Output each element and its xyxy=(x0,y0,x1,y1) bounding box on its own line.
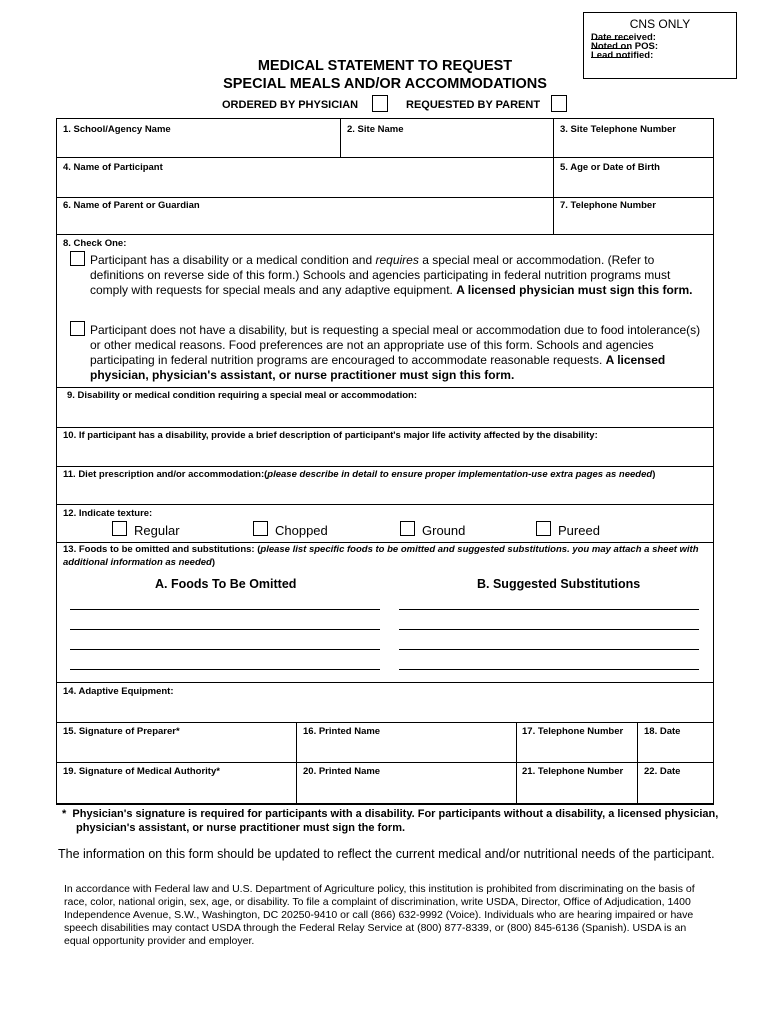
disability-option-text xyxy=(90,253,702,298)
column-divider xyxy=(553,119,554,234)
substitution-line[interactable] xyxy=(399,609,699,610)
preparer-telephone-label: 17. Telephone Number xyxy=(522,726,624,737)
foods-omitted-instructions: please list specific foods to be omitted and suggested substitutions. you may attach a sheet with additional information as needed xyxy=(63,544,699,568)
row-divider xyxy=(57,762,713,763)
footnote-text: Physician's signature is required for participants with a disability. For participants without a disability, a licensed physician, physician's assistant, or nurse practitioner must sign the form. xyxy=(72,808,719,834)
diet-prescription-instructions: please describe in detail to ensure proper implementation-use extra pages as needed xyxy=(267,469,653,480)
column-divider xyxy=(637,722,638,805)
major-life-activity-label: 10. If participant has a disability, provide a brief description of participant's major life activity affected by the disability: xyxy=(63,430,598,441)
row-divider xyxy=(57,466,713,467)
disability-option-requires: requires xyxy=(375,253,419,267)
row-divider xyxy=(57,387,713,388)
column-divider xyxy=(340,119,341,157)
participant-name-label: 4. Name of Participant xyxy=(63,162,163,173)
check-one-label: 8. Check One: xyxy=(63,238,127,249)
medical-authority-telephone-label: 21. Telephone Number xyxy=(522,766,624,777)
requested-by-parent-checkbox[interactable] xyxy=(551,95,567,112)
row-divider xyxy=(57,197,713,198)
cns-lead-notified-label: Lead notified: xyxy=(591,50,654,61)
parent-guardian-label: 6. Name of Parent or Guardian xyxy=(63,200,200,211)
form-title-line1: MEDICAL STATEMENT TO REQUEST xyxy=(257,58,513,74)
texture-regular-label: Regular xyxy=(134,523,180,538)
row-divider xyxy=(57,722,713,723)
cns-date-received-label: Date received: xyxy=(591,32,656,43)
texture-pureed-checkbox[interactable] xyxy=(536,521,551,536)
disability-option-text-a: Participant has a disability or a medical condition and xyxy=(90,253,376,267)
disability-option-checkbox[interactable] xyxy=(70,251,85,266)
form-grid xyxy=(56,118,714,804)
column-divider xyxy=(516,722,517,805)
row-divider xyxy=(57,157,713,158)
footnote-asterisk: * xyxy=(62,808,67,820)
omitted-food-line[interactable] xyxy=(70,629,380,630)
foods-omitted-label xyxy=(63,543,708,569)
row-divider xyxy=(57,682,713,683)
adaptive-equipment-label: 14. Adaptive Equipment: xyxy=(63,686,174,697)
suggested-substitutions-heading: B. Suggested Substitutions xyxy=(477,577,641,591)
non-disability-option-checkbox[interactable] xyxy=(70,321,85,336)
age-dob-label: 5. Age or Date of Birth xyxy=(560,162,660,173)
cns-only-box xyxy=(583,12,737,79)
texture-pureed-label: Pureed xyxy=(558,523,600,538)
substitution-line[interactable] xyxy=(399,629,699,630)
omitted-food-line[interactable] xyxy=(70,669,380,670)
non-disability-option-text-a: Participant does not have a disability, but is requesting a special meal or accommodation due to food intolerance(s) or other medical reasons. Food preferences are not an appropriate use of this form. Schools and agencies participating in federal nutrition programs are encouraged to accommodate reasonable requests. xyxy=(90,323,701,367)
texture-ground-label: Ground xyxy=(422,523,466,538)
texture-label: 12. Indicate texture: xyxy=(63,508,153,519)
substitution-line[interactable] xyxy=(399,649,699,650)
ordered-by-physician-label: ORDERED BY PHYSICIAN xyxy=(222,99,359,111)
preparer-date-label: 18. Date xyxy=(644,726,681,737)
omitted-food-line[interactable] xyxy=(70,609,380,610)
diet-prescription-label-text: 11. Diet prescription and/or accommodation:( xyxy=(63,469,268,480)
row-divider xyxy=(57,427,713,428)
disability-option-text-b: a special meal or accommodation. (Refer to definitions on reverse side of this form.) Schools and agencies participating in federal nutrition programs must comply with requests for special meals and any adaptive equipment. xyxy=(90,253,671,297)
texture-chopped-checkbox[interactable] xyxy=(253,521,268,536)
form-title-line2: SPECIAL MEALS AND/OR ACCOMMODATIONS xyxy=(223,76,547,92)
medical-authority-signature-label: 19. Signature of Medical Authority* xyxy=(63,766,220,777)
nondiscrimination-statement: In accordance with Federal law and U.S. Department of Agriculture policy, this institution is prohibited from discriminating on the basis of race, color, national origin, sex, age, or disability. To file a complaint of discrimination, write USDA, Director, Office of Adjudication, 1400 Independence Avenue, S.W., Washington, DC 20250-9410 or call (866) 632-9992 (Voice). Individuals who are hearing impaired or have speech disabilities may contact USDA through the Federal Relay Service at (800) 877-8339, or (800) 845-6136 (Spanish). USDA is an equal opportunity provider and employer. xyxy=(64,883,695,947)
form-bottom-rule xyxy=(56,804,714,805)
ordered-by-physician-checkbox[interactable] xyxy=(372,95,388,112)
disability-condition-label: 9. Disability or medical condition requiring a special meal or accommodation: xyxy=(67,390,418,401)
site-telephone-label: 3. Site Telephone Number xyxy=(560,124,676,135)
column-divider xyxy=(296,722,297,805)
foods-omitted-label-text: 13. Foods to be omitted and substitutions: ( xyxy=(63,544,261,555)
cns-lead-notified-row xyxy=(591,49,736,61)
update-info-note: The information on this form should be updated to reflect the current medical and/or nutritional needs of the participant. xyxy=(58,847,715,861)
diet-prescription-close: ) xyxy=(652,469,656,480)
substitution-line[interactable] xyxy=(399,669,699,670)
cns-noted-on-pos-row xyxy=(591,40,736,52)
diet-prescription-label xyxy=(63,469,655,480)
signature-footnote xyxy=(62,807,722,835)
texture-regular-checkbox[interactable] xyxy=(112,521,127,536)
cns-noted-on-pos-label: Noted on POS: xyxy=(591,41,659,52)
texture-ground-checkbox[interactable] xyxy=(400,521,415,536)
site-name-label: 2. Site Name xyxy=(347,124,404,135)
requested-by-parent-label: REQUESTED BY PARENT xyxy=(406,99,541,111)
telephone-label: 7. Telephone Number xyxy=(560,200,656,211)
preparer-printed-name-label: 16. Printed Name xyxy=(303,726,381,737)
row-divider xyxy=(57,234,713,235)
omitted-food-line[interactable] xyxy=(70,649,380,650)
disability-option-signature-note: A licensed physician must sign this form. xyxy=(456,283,693,297)
texture-chopped-label: Chopped xyxy=(275,523,328,538)
foods-omitted-close: ) xyxy=(211,557,216,568)
cns-only-title: CNS ONLY xyxy=(629,17,691,31)
cns-date-received-row xyxy=(591,31,736,43)
non-disability-option-signature-note: A licensed physician, physician's assistant, or nurse practitioner must sign this form. xyxy=(90,353,666,382)
foods-to-be-omitted-heading: A. Foods To Be Omitted xyxy=(155,577,297,591)
school-agency-name-label: 1. School/Agency Name xyxy=(63,124,171,135)
medical-authority-printed-name-label: 20. Printed Name xyxy=(303,766,381,777)
non-disability-option-text xyxy=(90,323,702,383)
medical-authority-date-label: 22. Date xyxy=(644,766,681,777)
preparer-signature-label: 15. Signature of Preparer* xyxy=(63,726,180,737)
row-divider xyxy=(57,504,713,505)
